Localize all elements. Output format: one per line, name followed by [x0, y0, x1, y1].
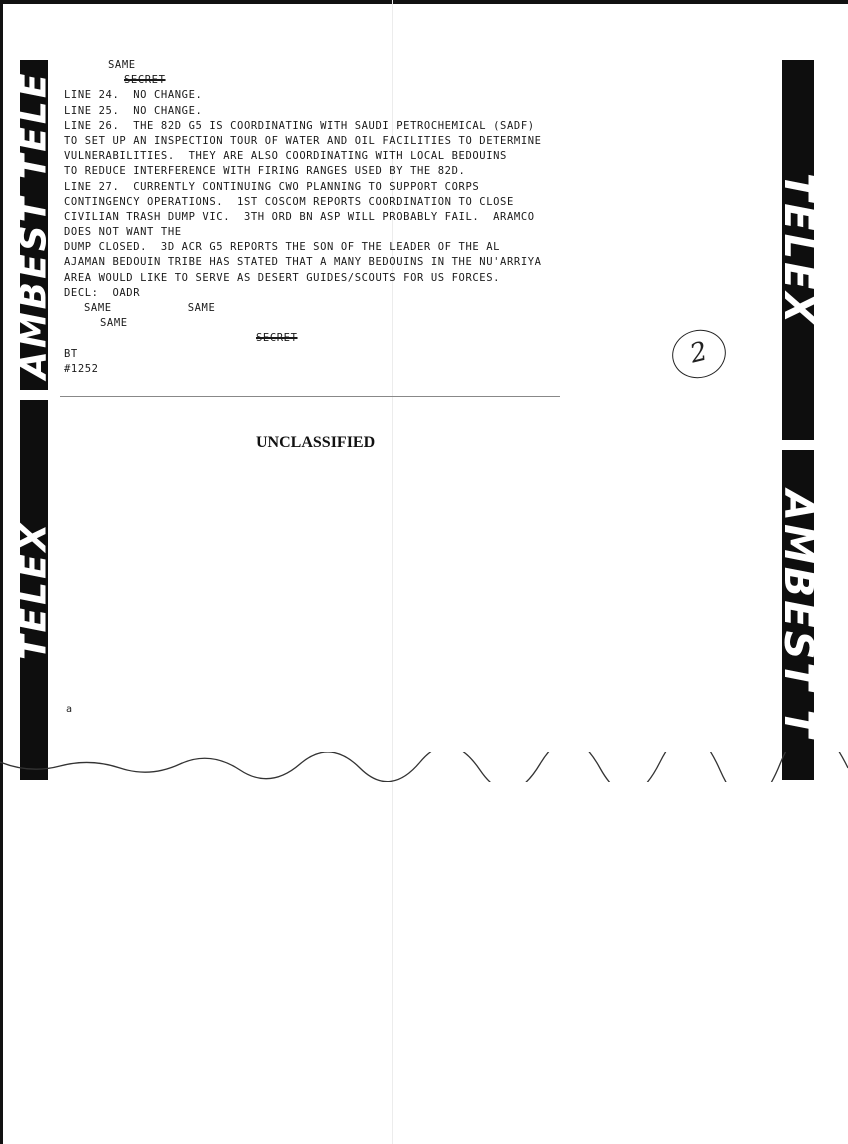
message-line: TO REDUCE INTERFERENCE WITH FIRING RANGES USED BY THE 82D.: [64, 165, 466, 178]
message-line: LINE 25. NO CHANGE.: [64, 104, 203, 117]
torn-edge: [0, 752, 848, 782]
message-line: CONTINGENCY OPERATIONS. 1ST COSCOM REPORTS COORDINATION TO CLOSE: [64, 195, 514, 208]
scan-line: [60, 396, 560, 397]
message-line: DECL: OADR: [64, 286, 141, 299]
banner-left-upper: AMBEST TELE: [20, 60, 48, 390]
message-line: DOES NOT WANT THE: [64, 226, 182, 239]
message-line: TO SET UP AN INSPECTION TOUR OF WATER AND OIL FACILITIES TO DETERMINE: [64, 134, 542, 147]
message-line: CIVILIAN TRASH DUMP VIC. 3TH ORD BN ASP WILL PROBABLY FAIL. ARAMCO: [64, 210, 535, 223]
same-lower: SAME: [100, 317, 128, 330]
top-border: [0, 0, 848, 4]
message-line: LINE 24. NO CHANGE.: [64, 89, 203, 102]
message-line: DUMP CLOSED. 3D ACR G5 REPORTS THE SON OF THE LEADER OF THE AL: [64, 241, 501, 254]
unclassified-stamp: UNCLASSIFIED: [256, 434, 376, 451]
telex-message: [64, 58, 664, 377]
left-border: [0, 0, 3, 1144]
handwritten-page-number: 2: [667, 324, 731, 384]
message-line: AREA WOULD LIKE TO SERVE AS DESERT GUIDES/SCOUTS FOR US FORCES.: [64, 271, 501, 284]
same-left: SAME: [84, 302, 112, 314]
banner-right-lower: AMBEST T: [782, 450, 814, 780]
message-number: #1252: [64, 362, 99, 375]
message-line: VULNERABILITIES. THEY ARE ALSO COORDINATING WITH LOCAL BEDOUINS: [64, 150, 507, 163]
stray-mark: a: [66, 704, 73, 715]
message-line: SAME: [108, 59, 136, 71]
banner-right-upper: TELEX: [782, 60, 814, 440]
message-lines: [64, 58, 664, 301]
message-line: SECRET: [124, 74, 166, 87]
secret-bottom: SECRET: [256, 332, 298, 345]
same-right: SAME: [187, 302, 216, 314]
message-line: LINE 26. THE 82D G5 IS COORDINATING WITH SAUDI PETROCHEMICAL (SADF): [64, 119, 535, 132]
signature-row: [64, 301, 664, 316]
message-line: LINE 27. CURRENTLY CONTINUING CWO PLANNING TO SUPPORT CORPS: [64, 180, 480, 193]
message-line: AJAMAN BEDOUIN TRIBE HAS STATED THAT A MANY BEDOUINS IN THE NU'ARRIYA: [64, 256, 542, 269]
bt-marker: BT: [64, 347, 78, 360]
banner-left-lower: TELEX: [20, 400, 48, 780]
